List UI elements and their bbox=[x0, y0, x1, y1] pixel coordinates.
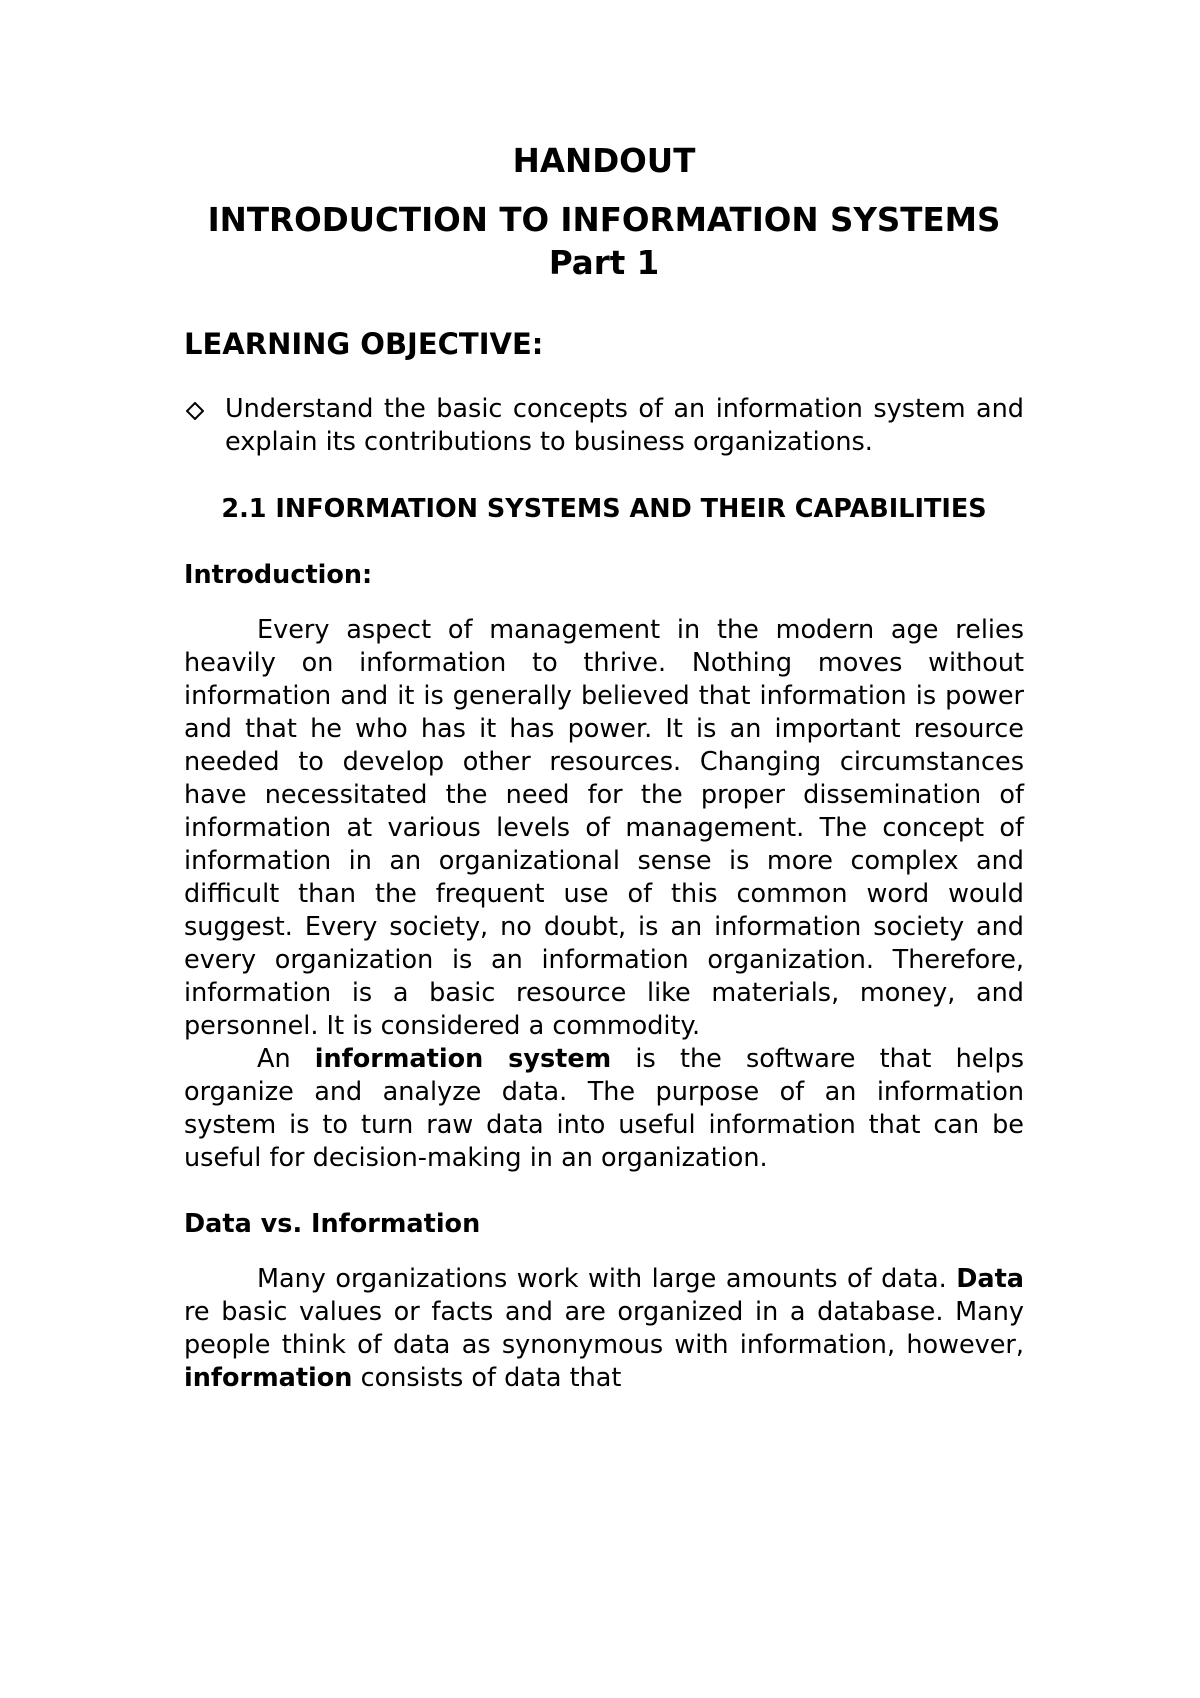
document-type-label: HANDOUT bbox=[512, 142, 696, 180]
document-part: Part 1 bbox=[548, 244, 660, 282]
data-vs-information-heading: Data vs. Information bbox=[184, 1209, 481, 1239]
learning-objective-heading: LEARNING OBJECTIVE: bbox=[184, 327, 544, 361]
term-information: information bbox=[184, 1363, 353, 1393]
paragraph-text: An bbox=[257, 1044, 315, 1074]
document-body bbox=[184, 140, 1024, 1395]
objective-item bbox=[184, 393, 1024, 459]
title-block bbox=[184, 140, 1024, 285]
section-heading: 2.1 INFORMATION SYSTEMS AND THEIR CAPABILITIES bbox=[221, 494, 987, 524]
paragraph-text: Many organizations work with large amounts of data. bbox=[257, 1264, 957, 1294]
term-information-system: information system bbox=[314, 1044, 612, 1074]
objective-list bbox=[184, 393, 1024, 459]
paragraph-text: consists of data that bbox=[352, 1363, 622, 1393]
paragraph-text: re basic values or facts and are organized in a database. Many people think of data as synonymous with information, however, bbox=[184, 1297, 1024, 1360]
objective-text: Understand the basic concepts of an information system and explain its contributions to business organizations. bbox=[225, 394, 1024, 457]
information-system-paragraph bbox=[184, 1043, 1024, 1175]
paragraph-text: is the software that helps organize and analyze data. The purpose of an information system is to turn raw data into useful information that can be useful for decision-making in an organization. bbox=[184, 1044, 1024, 1173]
introduction-paragraph: Every aspect of management in the modern age relies heavily on information to thrive. Nothing moves without information and it is generally believed that information is power and that he who has it has power. It is an important resource needed to develop other resources. Changing circumstances have necessitated the need for the proper dissemination of information at various levels of management. The concept of information in an organizational sense is more complex and difficult than the frequent use of this common word would suggest. Every society, no doubt, is an information society and every organization is an information organization. Therefore, information is a basic resource like materials, money, and personnel. It is considered a commodity. bbox=[184, 615, 1024, 1041]
data-vs-information-paragraph bbox=[184, 1263, 1024, 1395]
document-title: INTRODUCTION TO INFORMATION SYSTEMS bbox=[207, 201, 1001, 239]
term-data: Data bbox=[956, 1264, 1024, 1294]
introduction-heading: Introduction: bbox=[184, 560, 373, 590]
